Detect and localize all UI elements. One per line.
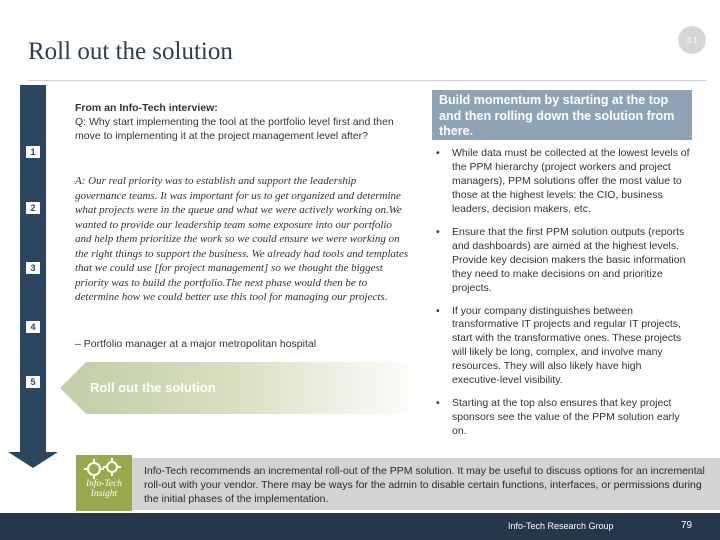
step-marker-4: 4 xyxy=(26,321,40,333)
bullet-item: • Ensure that the first PPM solution outputs (reports and dashboards) are aimed at the highest levels. Provide key decision makers the basic information they need to make decisions on and prioritize projects. xyxy=(434,226,690,296)
bullet-list xyxy=(434,147,690,448)
footer-brand: Info-Tech Research Group xyxy=(508,521,614,531)
title-divider xyxy=(28,80,706,81)
bullet-item: • Starting at the top also ensures that key project sponsors see the value of the PPM solution early on. xyxy=(434,397,690,439)
bullet-item: • If your company distinguishes between transformative IT projects and regular IT projects, start with the transformative ones. These projects will likely be long, complex, and involve many resources. They will also likely have high executive-level visibility. xyxy=(434,305,690,389)
insight-logo-line1: Info-Tech xyxy=(85,479,123,489)
interview-heading: From an Info-Tech interview: xyxy=(75,102,218,114)
interview-answer: A: Our real priority was to establish and support the leadership governance teams. It was important for us to get organized and determine what projects were in the queue and what we were actively working on.We wanted to provide our leadership team some exposure into our portfolio and help them prioritize the work so we could ensure we were working on the right things to support the business. We already had tools and templates that we could use [for project management] so we thought the biggest priority was to build the portfolio.The next phase would then be to determine how we could better use this tool for managing our projects. xyxy=(75,175,409,304)
step-marker-3: 3 xyxy=(26,262,40,274)
gears-icon xyxy=(80,457,128,481)
step-marker-5: 5 xyxy=(26,376,40,388)
page-title: Roll out the solution xyxy=(28,38,233,65)
callout-box: Build momentum by starting at the top and then rolling down the solution from there. xyxy=(432,90,692,140)
step-banner-tip xyxy=(60,362,86,414)
step-marker-2: 2 xyxy=(26,202,40,214)
bullet-item: • While data must be collected at the lowest levels of the PPM hierarchy (project workers and project managers), PPM solutions offer the most value to those at the highest levels: the CIO, business leaders, decision makers, etc. xyxy=(434,147,690,217)
process-arrow-head xyxy=(8,452,58,468)
interview-attribution: – Portfolio manager at a major metropolitan hospital xyxy=(75,338,317,350)
insight-text: Info-Tech recommends an incremental roll-out of the PPM solution. It may be useful to discuss options for an incremental roll-out with your vendor. There may be ways for the admin to disable certain functions, interfaces, or permissions during the initial phases of the implementation. xyxy=(144,465,705,505)
step-marker-1: 1 xyxy=(26,146,40,158)
slide-number-badge: 3.1 xyxy=(678,26,706,54)
insight-logo-line2: Insight xyxy=(90,488,118,499)
interview-question: Q: Why start implementing the tool at the portfolio level first and then move to implementing it at the project management level after? xyxy=(75,116,394,142)
page-number: 79 xyxy=(681,520,693,531)
insight-logo xyxy=(76,455,132,511)
step-banner-label: Roll out the solution xyxy=(90,380,216,395)
